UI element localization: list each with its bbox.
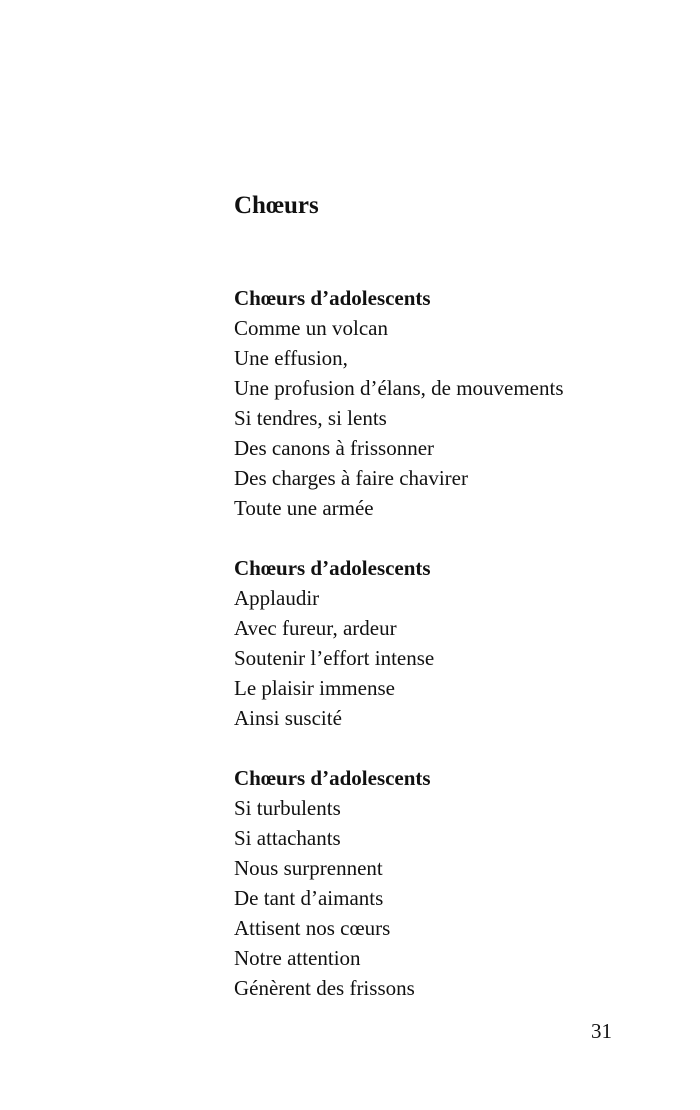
poem-line: Avec fureur, ardeur xyxy=(234,616,397,640)
poem-line: Soutenir l’effort intense xyxy=(234,646,435,670)
poem-line: Si attachants xyxy=(234,826,341,850)
stanza-3 xyxy=(234,763,654,1003)
poem-line: De tant d’aimants xyxy=(234,886,384,910)
poem-line: Si tendres, si lents xyxy=(234,406,387,430)
poem-line: Notre attention xyxy=(234,946,361,970)
poem-line: Le plaisir immense xyxy=(234,676,395,700)
poem-line: Des canons à frissonner xyxy=(234,436,435,460)
poem-line: Une profusion d’élans, de mouvements xyxy=(234,376,564,400)
page-title: Chœurs xyxy=(234,192,319,219)
poem-line: Toute une armée xyxy=(234,496,374,520)
poem-line: Comme un volcan xyxy=(234,316,388,340)
poem-line: Si turbulents xyxy=(234,796,341,820)
poem-line: Des charges à faire chavirer xyxy=(234,466,468,490)
poem-line: Ainsi suscité xyxy=(234,706,342,730)
poem xyxy=(234,283,654,1033)
page-number: 31 xyxy=(591,1019,612,1043)
poem-line: Nous surprennent xyxy=(234,856,383,880)
poem-line: Génèrent des frissons xyxy=(234,976,415,1000)
stanza-heading: Chœurs d’adolescents xyxy=(234,766,431,790)
stanza-heading: Chœurs d’adolescents xyxy=(234,286,431,310)
stanza-1 xyxy=(234,283,654,523)
poem-line: Une effusion, xyxy=(234,346,348,370)
stanza-heading: Chœurs d’adolescents xyxy=(234,556,431,580)
stanza-2 xyxy=(234,553,654,733)
poem-line: Attisent nos cœurs xyxy=(234,916,391,940)
poem-line: Applaudir xyxy=(234,586,320,610)
